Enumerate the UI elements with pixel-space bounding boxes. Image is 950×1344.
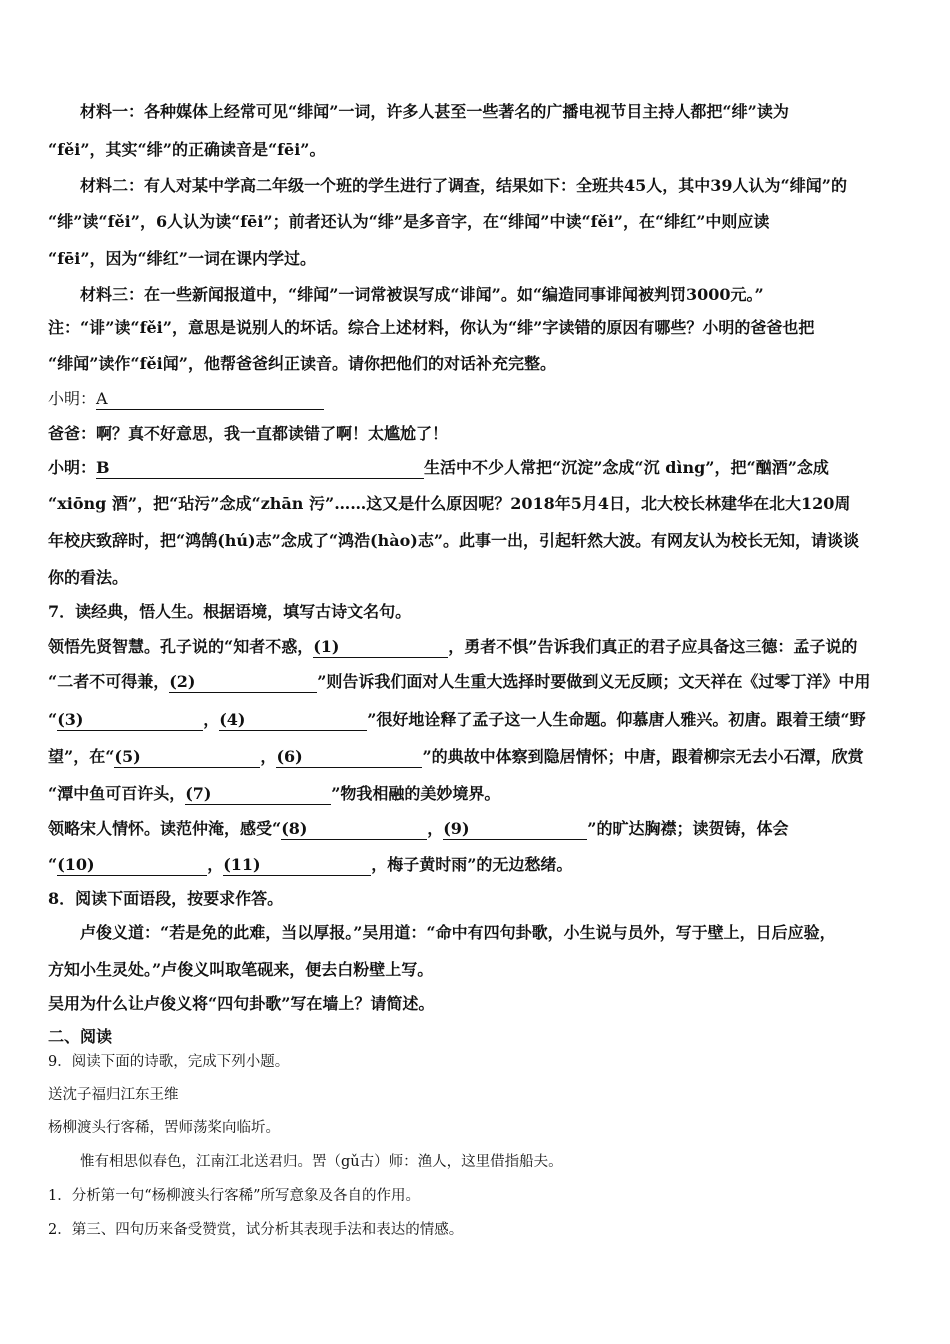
section2-heading: 二、阅读 [48,1027,113,1046]
q8-title: 8．阅读下面语段，按要求作答。 [48,889,284,908]
fill-blank-2[interactable]: (2) [169,672,317,693]
dialogue-line4: 你的看法。 [48,568,129,587]
speaker-label: 小明： [48,389,97,408]
fill-blank-8[interactable]: (8) [281,819,427,840]
answer-blank-b[interactable]: B [96,458,424,479]
dialogue-dad-line: 爸爸：啊？真不好意思，我一直都读错了啊！太尴尬了！ [48,424,449,443]
fill-blank-3[interactable]: (3) [57,710,203,731]
fill-blank-9[interactable]: (9) [443,819,587,840]
fill-blank-1[interactable]: (1) [313,637,448,658]
dialogue-line3: 年校庆致辞时，把“鸿鹄(hú)志”念成了“鸿浩(hào)志”。此事一出，引起轩然大波。有网友认为校长无知，请谈谈 [48,531,860,550]
dialogue-xiaoming-b: 小明：B 生活中不少人常把“沉淀”念成“沉 dìng”，把“酗酒”念成 [48,458,829,477]
poem-title: 送沈子福归江东王维 [48,1087,179,1103]
fill-blank-7[interactable]: (7) [185,784,331,805]
fill-blank-5[interactable]: (5) [114,747,260,768]
dialogue-line2: “xiōng 酒”，把“玷污”念成“zhān 污”……这又是什么原因呢？2018年5月4日，北大校长林建华在北大120周 [48,494,851,513]
fill-blank-11[interactable]: (11) [223,855,371,876]
fill-blank-10[interactable]: (10) [57,855,207,876]
q8-passage-line1: 卢俊义道：“若是免的此难，当以厚报。”吴用道：“命中有四句卦歌，小生说与员外，写于壁上，日后应验， [80,923,836,942]
material1-line1: 材料一：各种媒体上经常可见“绯闻”一词，许多人甚至一些著名的广播电视节目主持人都把“绯”读为 [80,102,789,121]
q9-title: 9．阅读下面的诗歌，完成下列小题。 [48,1054,290,1070]
material2-line1: 材料二：有人对某中学高二年级一个班的学生进行了调查，结果如下：全班共45人，其中39人认为“绯闻”的 [80,176,847,195]
q7-line7: “(10) ，(11) ，梅子黄时雨”的无边愁绪。 [48,855,573,874]
fill-blank-6[interactable]: (6) [276,747,422,768]
fill-blank-4[interactable]: (4) [219,710,367,731]
material2-line2: “绯”读“fěi”，6人认为读“fēi”；前者还认为“绯”是多音字，在“绯闻”中读“fěi”，在“绯红”中则应读 [48,212,770,231]
dialogue-xiaoming-a [48,389,324,410]
q9-sub2: 2．第三、四句历来备受赞赏，试分析其表现手法和表达的情感。 [48,1222,464,1238]
q7-title: 7．读经典，悟人生。根据语境，填写古诗文名句。 [48,602,412,621]
q7-line3: “(3) ，(4) ”很好地诠释了孟子这一人生命题。仰慕唐人雅兴。初唐。跟着王绩“野 [48,710,866,729]
q7-line2: “二者不可得兼，(2) ”则告诉我们面对人生重大选择时要做到义无反顾；文天祥在《过零丁洋》中用 [48,672,871,691]
q9-sub1: 1．分析第一句“杨柳渡头行客稀”所写意象及各自的作用。 [48,1188,421,1204]
poem-line1: 杨柳渡头行客稀，罟师荡桨向临圻。 [48,1120,280,1136]
q7-line1: 领悟先贤智慧。孔子说的“知者不惑，(1) ，勇者不惧”告诉我们真正的君子应具备这三德：孟子说的 [48,637,858,656]
poem-line2: 惟有相思似春色，江南江北送君归。罟（gǔ古）师：渔人，这里借指船夫。 [80,1154,563,1170]
material2-line3: “fēi”，因为“绯红”一词在课内学过。 [48,249,316,268]
note-line1: 注：“诽”读“fěi”，意思是说别人的坏话。综合上述材料，你认为“绯”字读错的原因有哪些？小明的爸爸也把 [48,318,815,337]
material1-line2: “fěi”，其实“绯”的正确读音是“fēi”。 [48,140,326,159]
note-line2: “绯闻”读作“fěi闻”，他帮爸爸纠正读音。请你把他们的对话补充完整。 [48,354,556,373]
q7-line5: “潭中鱼可百许头，(7) ”物我相融的美妙境界。 [48,784,501,803]
q8-question: 吴用为什么让卢俊义将“四句卦歌”写在墙上？请简述。 [48,994,435,1013]
q7-line4: 望”，在“(5) ，(6) ”的典故中体察到隐居情怀；中唐，跟着柳宗无去小石潭，欣赏 [48,747,864,766]
q8-passage-line2: 方知小生灵处。”卢俊义叫取笔砚来，便去白粉壁上写。 [48,960,434,979]
material3-line1: 材料三：在一些新闻报道中，“绯闻”一词常被误写成“诽闻”。如“编造同事诽闻被判罚3000元。” [80,285,764,304]
speaker-label: 小明： [48,458,97,477]
q7-line6: 领略宋人情怀。读范仲淹，感受“(8) ，(9) ”的旷达胸襟；读贺铸，体会 [48,819,789,838]
answer-blank-a[interactable]: A [96,389,324,410]
